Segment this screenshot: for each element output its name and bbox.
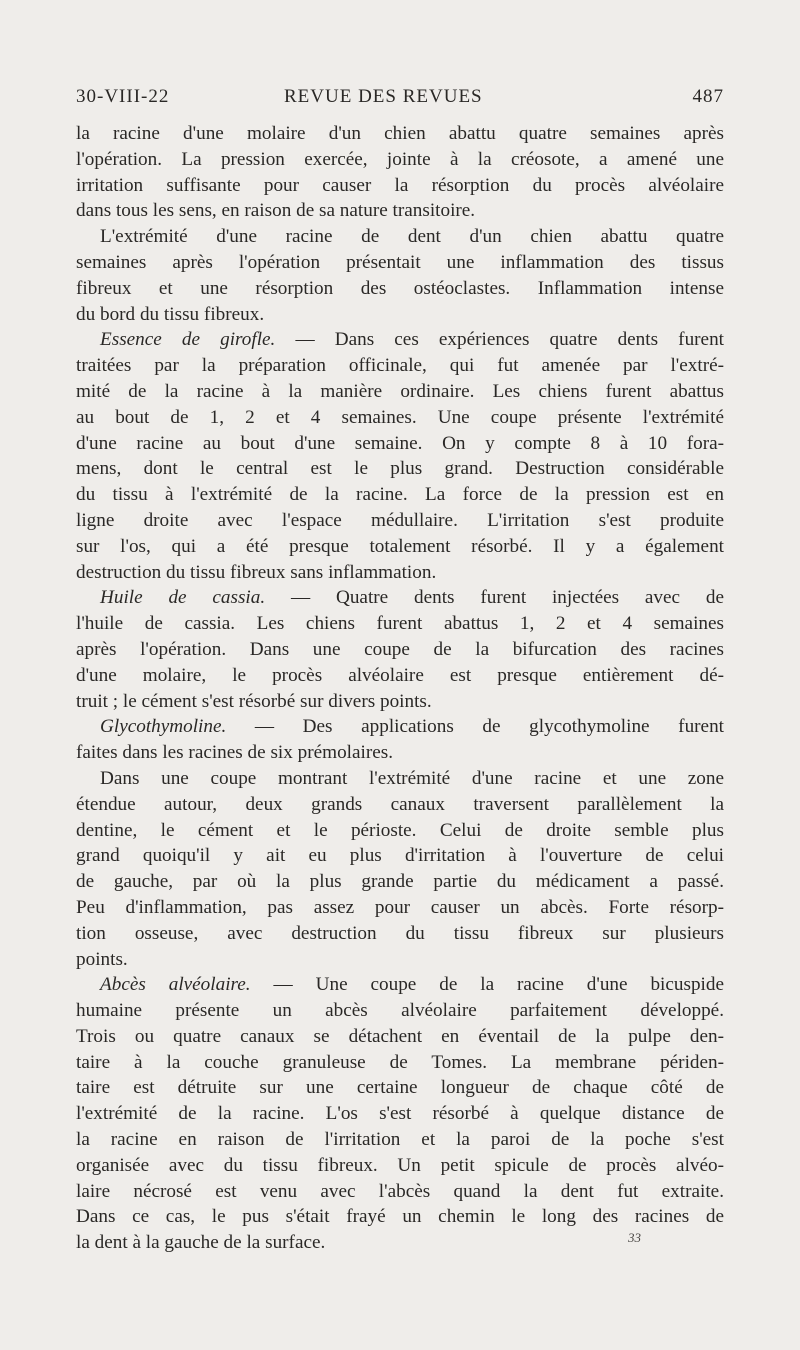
text-line [76, 792, 724, 818]
line-text: d'une molaire, le procès alvéolaire est presque entièrement dé- [76, 664, 724, 686]
running-head [76, 86, 724, 114]
line-text: points. [76, 948, 128, 970]
line-text: l'huile de cassia. Les chiens furent abattus 1, 2 et 4 semaines [76, 613, 724, 635]
line-text: dans tous les sens, en raison de sa nature transitoire. [76, 200, 476, 222]
text-line [76, 585, 724, 611]
text-line [76, 198, 724, 224]
line-text: la racine d'une molaire d'un chien abattu quatre semaines après [76, 123, 724, 144]
article-body [76, 121, 724, 1256]
line-text: laire nécrosé est venu avec l'abcès quand la dent fut extraite. [76, 1180, 724, 1202]
text-line [76, 327, 724, 353]
line-text: au bout de 1, 2 et 4 semaines. Une coupe présente l'extrémité [76, 406, 724, 428]
line-text: truit ; le cément s'est résorbé sur divers points. [76, 690, 432, 712]
header-date: 30-VIII-22 [76, 86, 170, 107]
text-line [76, 173, 724, 199]
text-line [76, 1075, 724, 1101]
text-line [76, 353, 724, 379]
text-line [76, 431, 724, 457]
text-line [76, 1127, 724, 1153]
line-text: mité de la racine à la manière ordinaire. Les chiens furent abattus [76, 380, 724, 402]
text-line [76, 250, 724, 276]
line-text: — Des applications de glycothymoline furent [226, 716, 724, 738]
line-text: l'extrémité de la racine. L'os s'est résorbé à quelque distance de [76, 1103, 724, 1125]
text-line [76, 1101, 724, 1127]
line-text: Trois ou quatre canaux se détachent en éventail de la pulpe den- [76, 1025, 724, 1047]
signature-mark: 33 [628, 1230, 641, 1245]
section-heading: Glycothymoline. [100, 716, 227, 738]
text-line [76, 302, 724, 328]
line-text: traitées par la préparation officinale, qui fut amenée par l'extré- [76, 355, 724, 377]
line-text: — Une coupe de la racine d'une bicuspide [250, 974, 724, 996]
text-line [76, 869, 724, 895]
line-text: destruction du tissu fibreux sans inflammation. [76, 561, 437, 583]
page-number: 487 [692, 86, 724, 107]
line-text: irritation suffisante pour causer la résorption du procès alvéolaire [76, 174, 724, 196]
line-text: grand quoiqu'il y ait eu plus d'irritation à l'ouverture de celui [76, 845, 724, 867]
line-text: étendue autour, deux grands canaux traversent parallèlement la [76, 793, 724, 815]
line-text: sur l'os, qui a été presque totalement résorbé. Il y a également [76, 535, 724, 557]
text-line [76, 379, 724, 405]
text-line [76, 456, 724, 482]
line-text: d'une racine au bout d'une semaine. On y compte 8 à 10 fora- [76, 432, 724, 454]
text-line [76, 818, 724, 844]
text-line [76, 1179, 724, 1205]
text-line [76, 611, 724, 637]
line-text: mens, dont le central est le plus grand. Destruction considérable [76, 458, 724, 480]
line-text: Peu d'inflammation, pas assez pour causer un abcès. Forte résorp- [76, 896, 724, 918]
text-line [76, 689, 724, 715]
text-line [76, 714, 724, 740]
section-heading: Essence de girofle. [100, 329, 276, 351]
line-text: après l'opération. Dans une coupe de la bifurcation des racines [76, 638, 724, 660]
line-text: ligne droite avec l'espace médullaire. L'irritation s'est produite [76, 509, 724, 531]
line-text: — Dans ces expériences quatre dents furent [275, 329, 724, 351]
text-line [76, 276, 724, 302]
text-line [76, 1024, 724, 1050]
text-line [76, 663, 724, 689]
line-text: L'extrémité d'une racine de dent d'un chien abattu quatre [100, 226, 724, 248]
line-text: l'opération. La pression exercée, jointe à la créosote, a amené une [76, 148, 724, 170]
section-heading: Huile de cassia. [100, 587, 266, 609]
line-text: tion osseuse, avec destruction du tissu fibreux sur plusieurs [76, 922, 724, 944]
line-text: taire est détruite sur une certaine longueur de chaque côté de [76, 1077, 724, 1099]
text-line [76, 766, 724, 792]
line-text: humaine présente un abcès alvéolaire parfaitement développé. [76, 1000, 724, 1022]
line-text: Dans une coupe montrant l'extrémité d'une racine et une zone [100, 767, 724, 789]
text-line [76, 843, 724, 869]
text-line [76, 895, 724, 921]
line-text: du bord du tissu fibreux. [76, 303, 265, 325]
line-text: Dans ce cas, le pus s'était frayé un chemin le long des racines de [76, 1206, 724, 1228]
journal-title: REVUE DES REVUES [284, 86, 483, 107]
line-text: du tissu à l'extrémité de la racine. La force de la pression est en [76, 484, 724, 506]
text-line [76, 534, 724, 560]
line-text: organisée avec du tissu fibreux. Un petit spicule de procès alvéo- [76, 1154, 724, 1176]
text-line [76, 740, 724, 766]
line-text: dentine, le cément et le périoste. Celui de droite semble plus [76, 819, 724, 841]
section-heading: Abcès alvéolaire. [100, 974, 251, 996]
text-line [76, 224, 724, 250]
line-text: la dent à la gauche de la surface. [76, 1232, 326, 1254]
text-line [76, 1230, 724, 1256]
text-line [76, 560, 724, 586]
text-line [76, 147, 724, 173]
text-line [76, 121, 724, 147]
line-text: taire à la couche granuleuse de Tomes. La membrane périden- [76, 1051, 724, 1073]
text-line [76, 947, 724, 973]
text-line [76, 637, 724, 663]
line-text: — Quatre dents furent injectées avec de [265, 587, 724, 609]
text-line [76, 921, 724, 947]
text-line [76, 405, 724, 431]
text-line [76, 972, 724, 998]
text-line [76, 1204, 724, 1230]
text-line [76, 1050, 724, 1076]
line-text: faites dans les racines de six prémolaires. [76, 742, 394, 764]
line-text: de gauche, par où la plus grande partie du médicament a passé. [76, 871, 724, 893]
line-text: fibreux et une résorption des ostéoclastes. Inflammation intense [76, 277, 724, 299]
line-text: semaines après l'opération présentait une inflammation des tissus [76, 251, 724, 273]
text-line [76, 998, 724, 1024]
text-line [76, 1153, 724, 1179]
line-text: la racine en raison de l'irritation et la paroi de la poche s'est [76, 1129, 724, 1151]
text-line [76, 482, 724, 508]
text-line [76, 508, 724, 534]
